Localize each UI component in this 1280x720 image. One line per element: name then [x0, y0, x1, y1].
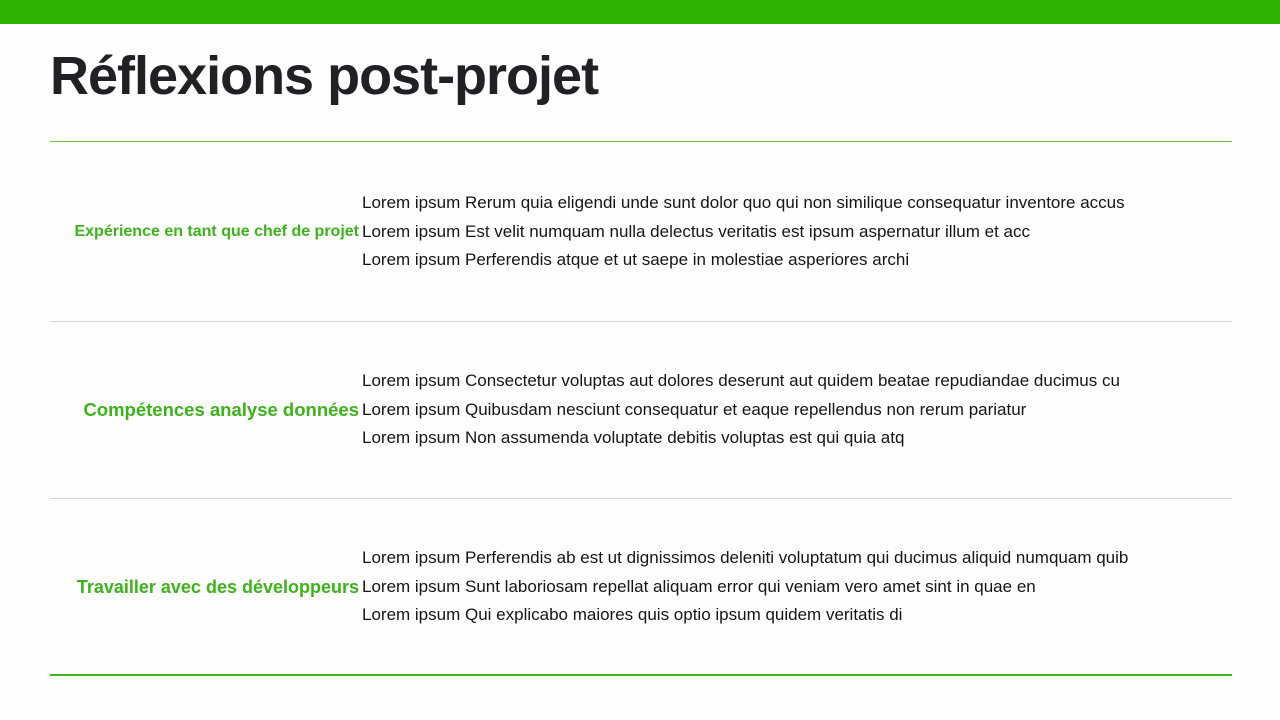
section-row-developers — [50, 544, 1232, 644]
section-line: Lorem ipsum Est velit numquam nulla delectus veritatis est ipsum aspernatur illum et acc — [362, 221, 1031, 241]
section-label: Compétences analyse données — [83, 399, 359, 420]
bottom-divider — [50, 674, 1232, 676]
section-body — [362, 367, 1120, 453]
title-divider — [50, 141, 1232, 142]
section-line: Lorem ipsum Quibusdam nesciunt consequatur et eaque repellendus non rerum pariatur — [362, 399, 1027, 419]
slide-title: Réflexions post-projet — [50, 46, 599, 106]
section-row-project-lead — [50, 189, 1232, 289]
top-accent-bar — [0, 0, 1280, 24]
section-line: Lorem ipsum Sunt laboriosam repellat aliquam error qui veniam vero amet sint in quae en — [362, 576, 1036, 596]
section-line: Lorem ipsum Qui explicabo maiores quis optio ipsum quidem veritatis di — [362, 605, 903, 624]
section-line: Lorem ipsum Rerum quia eligendi unde sunt dolor quo qui non similique consequatur inventore accus — [362, 193, 1125, 212]
section-line: Lorem ipsum Consectetur voluptas aut dolores deserunt aut quidem beatae repudiandae ducimus cu — [362, 371, 1120, 390]
section-line: Lorem ipsum Perferendis ab est ut dignissimos deleniti voluptatum qui ducimus aliquid numquam quib — [362, 548, 1129, 567]
section-label: Expérience en tant que chef de projet — [74, 223, 359, 240]
section-line: Lorem ipsum Non assumenda voluptate debitis voluptas est qui quia atq — [362, 428, 905, 447]
section-divider — [50, 498, 1232, 499]
section-body — [362, 189, 1125, 275]
section-body — [362, 544, 1128, 630]
section-row-data-analysis — [50, 367, 1232, 467]
section-line: Lorem ipsum Perferendis atque et ut saepe in molestiae asperiores archi — [362, 250, 910, 269]
section-label: Travailler avec des développeurs — [76, 576, 359, 597]
section-divider — [50, 321, 1232, 322]
